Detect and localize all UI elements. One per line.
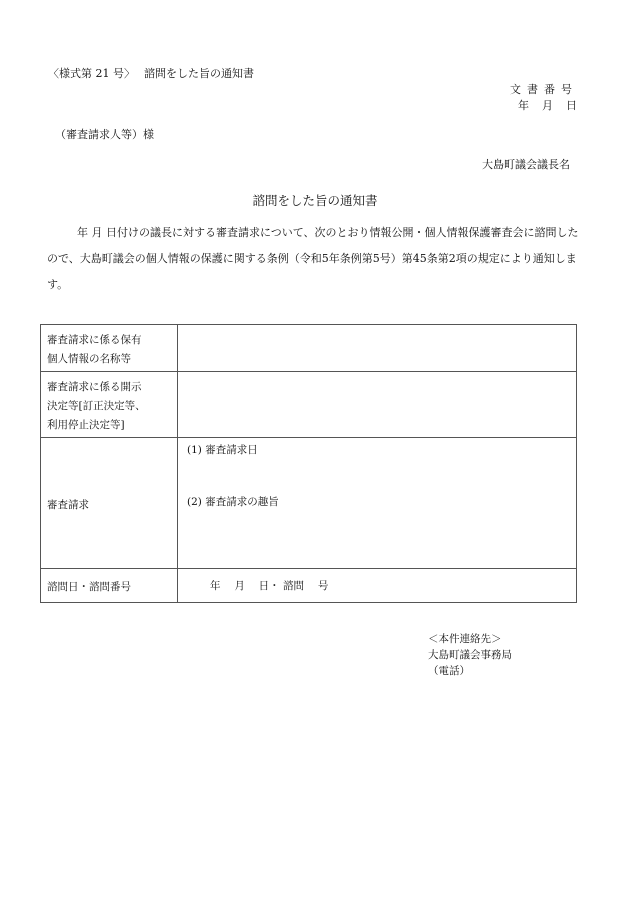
label-line: 決定等[訂正決定等、 xyxy=(47,400,146,412)
document-title: 諮問をした旨の通知書 xyxy=(252,193,378,208)
information-table xyxy=(40,324,577,603)
consultation-date-value: 年 月 日・ 諮問 号 xyxy=(178,569,577,603)
contact-block xyxy=(428,631,512,679)
table-value-cell xyxy=(178,372,577,438)
label-line: 利用停止決定等] xyxy=(47,419,125,431)
recipient: （審査請求人等）様 xyxy=(55,128,154,141)
table-value-cell xyxy=(178,438,577,569)
table-label-cell xyxy=(41,372,178,438)
form-number: 〈様式第 21 号〉 諮問をした旨の通知書 xyxy=(48,67,254,80)
table-row xyxy=(41,438,577,569)
request-date-item: (1) 審査請求日 xyxy=(187,444,258,456)
sender: 大島町議会議長名 xyxy=(482,158,570,171)
request-purpose-item: (2) 審査請求の趣旨 xyxy=(187,496,279,508)
contact-heading: ＜本件連絡先＞ xyxy=(428,633,502,645)
contact-phone: （電話） xyxy=(428,665,470,677)
label-line: 審査請求に係る開示 xyxy=(47,381,142,393)
table-label-cell: 審査請求 xyxy=(41,438,178,569)
table-row xyxy=(41,569,577,603)
label-line: 審査請求に係る保有 xyxy=(47,334,142,346)
document-number-label: 文書番号 xyxy=(510,83,578,96)
table-label-cell: 諮問日・諮問番号 xyxy=(41,569,178,603)
body-paragraph: 年 月 日付けの議長に対する審査請求について、次のとおり情報公開・個人情報保護審査会に諮問したので、大島町議会の個人情報の保護に関する条例（令和5年条例第5号）第45条第2項の規定により通知します。 xyxy=(47,226,579,291)
table-value-cell xyxy=(178,325,577,372)
table-row xyxy=(41,372,577,438)
table-label-cell xyxy=(41,325,178,372)
contact-office: 大島町議会事務局 xyxy=(428,649,512,661)
document-date-label: 年 月 日 xyxy=(518,99,578,112)
table-row xyxy=(41,325,577,372)
label-line: 個人情報の名称等 xyxy=(47,353,131,365)
